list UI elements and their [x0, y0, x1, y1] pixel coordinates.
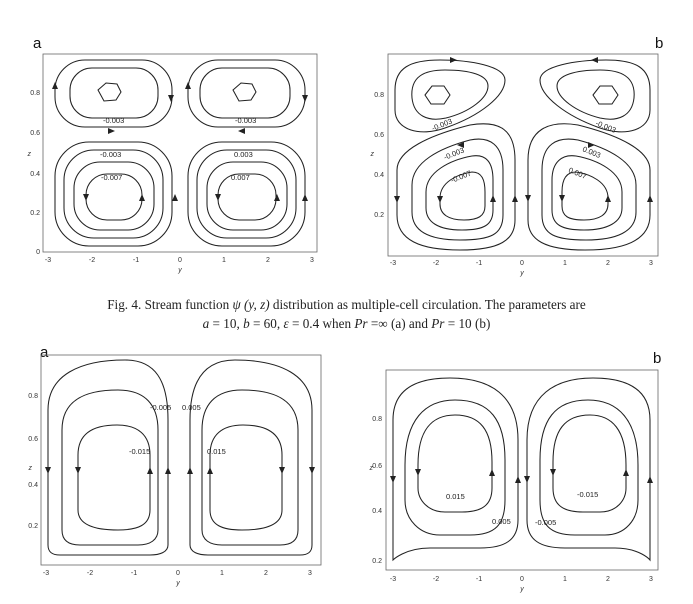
y-tick-label: 0.4: [374, 172, 384, 179]
x-tick-label: -1: [132, 257, 140, 264]
y-tick-label: 0.4: [30, 171, 40, 178]
contour-label: 0.003: [234, 150, 253, 159]
x-tick-label: -3: [389, 576, 397, 583]
x-tick-label: 0: [520, 576, 524, 583]
x-axis-label: y: [520, 270, 524, 277]
x-axis-label: y: [520, 586, 524, 593]
contour-line: [393, 378, 518, 560]
flow-arrow: [390, 476, 396, 483]
plot-frame: [386, 370, 658, 570]
flow-arrow: [524, 476, 530, 483]
y-axis-label: z: [370, 151, 374, 158]
contour-line: [405, 400, 505, 535]
contour-label: -0.003: [430, 116, 454, 133]
contour-label: 0.007: [567, 165, 589, 181]
fig4-a-letter: a: [33, 35, 42, 52]
caption-line-2: a = 10, b = 60, ε = 0.4 when Pr =∞ (a) and Pr = 10 (b): [202, 316, 491, 331]
fig5-b-letter: b: [653, 350, 662, 367]
x-axis-label: y: [176, 580, 180, 587]
y-tick-label: 0.4: [28, 482, 38, 489]
contour-label: 0.015: [446, 492, 465, 501]
y-axis-label: z: [27, 151, 31, 158]
x-tick-label: -3: [42, 570, 50, 577]
flow-arrow: [550, 469, 556, 476]
contour-label: -0.007: [449, 168, 473, 185]
contour-label: 0.015: [207, 447, 226, 456]
x-tick-label: 1: [222, 257, 226, 264]
y-axis-label: z: [369, 465, 373, 472]
caption-line-1: Fig. 4. Stream function ψ (y, z) distribution as multiple-cell circulation. The parameters are: [107, 297, 586, 312]
contour-label: -0.003: [594, 118, 618, 135]
contour-label: -0.003: [442, 145, 466, 162]
y-tick-label: 0.8: [30, 90, 40, 97]
contour-label: -0.005: [150, 403, 172, 412]
x-tick-label: -2: [86, 570, 94, 577]
x-tick-label: -3: [389, 260, 397, 267]
contour-label: -0.003: [103, 116, 125, 125]
y-tick-label: 0.6: [30, 130, 40, 137]
y-tick-label: 0.6: [372, 463, 382, 470]
contour-label: 0.007: [231, 173, 250, 182]
x-tick-label: 3: [649, 260, 653, 267]
y-tick-label: 0.2: [30, 210, 40, 217]
flow-arrow: [623, 469, 629, 476]
contour-label: -0.007: [101, 173, 123, 182]
x-tick-label: -1: [130, 570, 138, 577]
contour-label: -0.015: [577, 490, 599, 499]
x-tick-label: 2: [606, 260, 610, 267]
flow-arrow: [489, 469, 495, 476]
x-tick-label: 2: [264, 570, 268, 577]
x-tick-label: 3: [649, 576, 653, 583]
contour-label: 0.005: [182, 403, 201, 412]
y-tick-label: 0.8: [374, 92, 384, 99]
contour-label: -0.015: [129, 447, 151, 456]
y-tick-label: 0.8: [28, 393, 38, 400]
y-tick-label: 0.6: [28, 436, 38, 443]
x-tick-label: -2: [432, 576, 440, 583]
contour-label: -0.003: [235, 116, 257, 125]
x-tick-label: 1: [563, 260, 567, 267]
contour-line: [540, 400, 638, 535]
x-tick-label: 2: [606, 576, 610, 583]
x-tick-label: 1: [563, 576, 567, 583]
x-axis-label: y: [178, 267, 182, 274]
x-tick-label: -1: [475, 260, 483, 267]
flow-arrow: [647, 476, 653, 483]
y-tick-label: 0.2: [372, 558, 382, 565]
flow-arrow: [415, 469, 421, 476]
x-tick-label: -2: [88, 257, 96, 264]
contour-label: -0.003: [100, 150, 122, 159]
x-tick-label: 0: [176, 570, 180, 577]
x-tick-label: 3: [310, 257, 314, 264]
y-tick-label: 0.6: [374, 132, 384, 139]
x-tick-label: 0: [520, 260, 524, 267]
y-tick-label: 0.4: [372, 508, 382, 515]
contour-label: 0.005: [492, 517, 511, 526]
x-tick-label: 0: [178, 257, 182, 264]
x-tick-label: -1: [475, 576, 483, 583]
y-tick-label: 0: [36, 249, 40, 256]
x-tick-label: 3: [308, 570, 312, 577]
fig4-b-letter: b: [655, 35, 664, 52]
contour-label: 0.003: [581, 144, 603, 160]
contour-label: -0.005: [535, 518, 557, 527]
y-tick-label: 0.2: [28, 523, 38, 530]
x-tick-label: 2: [266, 257, 270, 264]
y-axis-label: z: [28, 465, 32, 472]
fig5-a-letter: a: [40, 344, 49, 361]
x-tick-label: 1: [220, 570, 224, 577]
y-tick-label: 0.8: [372, 416, 382, 423]
x-tick-label: -2: [432, 260, 440, 267]
flow-arrow: [515, 476, 521, 483]
x-tick-label: -3: [44, 257, 52, 264]
y-tick-label: 0.2: [374, 212, 384, 219]
contour-line: [527, 378, 650, 560]
